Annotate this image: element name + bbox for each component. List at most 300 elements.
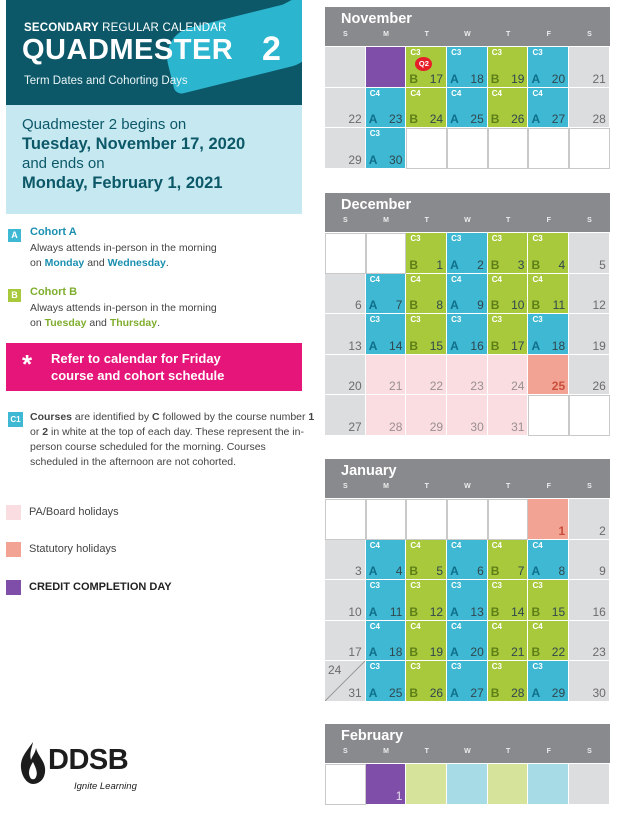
- day-cell: [488, 314, 529, 355]
- credit-label: CREDIT COMPLETION DAY: [29, 581, 172, 593]
- cohort-b-day1: Tuesday: [44, 317, 87, 329]
- cohort-letter: A: [368, 564, 378, 578]
- day-number: 15: [429, 338, 444, 353]
- day-cell: [447, 274, 488, 315]
- day-number: 1: [558, 523, 566, 538]
- course-label: C4: [491, 621, 502, 631]
- cohort-letter: A: [368, 298, 378, 312]
- day-number: 26: [511, 112, 525, 126]
- course-label: C3: [410, 581, 421, 590]
- friday-bold: Friday: [181, 351, 221, 366]
- day-number: 7: [395, 298, 403, 312]
- day-cell: [366, 47, 407, 88]
- day-cell: [406, 499, 447, 540]
- day-cell: [325, 233, 366, 274]
- course-label: C3: [451, 662, 462, 671]
- course-label: C4: [369, 540, 380, 550]
- cohort-letter: B: [531, 257, 541, 272]
- day-number: 27: [348, 419, 362, 434]
- day-cell: [366, 661, 407, 702]
- course-label: C3: [451, 48, 462, 57]
- day-number: 4: [395, 564, 403, 578]
- quadmester-start-badge: Q2: [415, 57, 432, 71]
- day-cell: [325, 395, 366, 436]
- header-title: QUADMESTER: [22, 34, 234, 66]
- cohort-letter: A: [531, 685, 541, 700]
- day-cell: [488, 580, 529, 621]
- day-number: 19: [429, 645, 444, 659]
- course-icon: C1: [8, 412, 23, 427]
- courses-t4: followed by the course number: [159, 411, 309, 423]
- weekday-label: S: [587, 483, 592, 490]
- cohort-letter: A: [368, 685, 378, 700]
- day-cell: [528, 88, 569, 129]
- weekday-label: T: [505, 748, 511, 755]
- ends-label: and ends on: [22, 155, 105, 172]
- day-cell: [528, 580, 569, 621]
- day-cell: [406, 47, 447, 88]
- day-cell: [447, 233, 488, 274]
- asterisk-icon: *: [22, 349, 33, 379]
- calendar-header: [325, 459, 610, 498]
- course-label: C3: [410, 234, 421, 243]
- day-cell: [528, 355, 569, 396]
- course-label: C4: [451, 621, 462, 631]
- day-number: 8: [558, 564, 566, 578]
- course-label: C4: [491, 274, 502, 284]
- cohort-letter: B: [490, 338, 500, 353]
- day-cell: [447, 499, 488, 540]
- course-label: C3: [491, 315, 502, 324]
- cohort-letter: A: [368, 338, 378, 353]
- cohort-letter: B: [409, 71, 419, 86]
- cohort-a-and: and: [87, 257, 105, 269]
- day-cell: [488, 540, 529, 581]
- course-label: C4: [369, 621, 380, 631]
- day-number: 9: [599, 564, 606, 578]
- day-cell: [528, 499, 569, 540]
- day-cell: [528, 233, 569, 274]
- course-label: C4: [451, 274, 462, 284]
- cohort-b-on: on: [30, 317, 42, 329]
- cohort-letter: A: [368, 604, 378, 619]
- day-cell: [447, 128, 488, 169]
- day-number: 14: [389, 338, 403, 353]
- day-number: 28: [511, 685, 525, 700]
- logo-tagline: Ignite Learning: [74, 781, 137, 792]
- day-number: 13: [470, 604, 484, 619]
- day-cell: [325, 355, 366, 396]
- weekday-label: F: [546, 217, 551, 224]
- weekday-label: S: [343, 31, 348, 38]
- day-cell: [569, 314, 610, 355]
- cohort-a-end: .: [165, 257, 169, 269]
- course-label: C3: [451, 315, 462, 324]
- day-cell: [325, 314, 366, 355]
- course-label: C3: [491, 48, 502, 57]
- day-number: 31: [511, 419, 525, 434]
- day-number: 28: [389, 419, 403, 434]
- course-label: C3: [410, 315, 421, 324]
- day-cell: [528, 395, 569, 436]
- day-cell: [488, 233, 529, 274]
- day-number: 17: [511, 338, 525, 353]
- cohort-letter: A: [368, 152, 378, 167]
- cohort-letter: A: [450, 112, 459, 126]
- course-label: C3: [410, 48, 421, 57]
- cohort-letter: B: [409, 604, 419, 619]
- day-cell: [325, 621, 366, 662]
- courses-t6: or: [30, 426, 43, 438]
- weekday-label: T: [505, 31, 511, 38]
- course-label: C3: [369, 315, 380, 324]
- weekday-label: W: [464, 217, 471, 224]
- course-label: C3: [532, 581, 543, 590]
- cohort-a-title: Cohort A: [30, 226, 77, 238]
- weekday-label: S: [587, 748, 592, 755]
- day-number: 18: [551, 338, 566, 353]
- course-label: C3: [532, 662, 543, 671]
- cohort-letter: B: [409, 685, 419, 700]
- weekday-label: F: [546, 31, 551, 38]
- day-cell: [569, 233, 610, 274]
- credit-swatch: [6, 580, 21, 595]
- pa-label: PA/Board holidays: [29, 506, 119, 518]
- weekday-label: W: [464, 748, 471, 755]
- day-number: 27: [551, 112, 566, 126]
- courses-t8: in white at the top of each day. These represent the in-person course scheduled for the morning. Courses scheduled in the afternoon are not cohorted.: [30, 426, 304, 468]
- cohort-letter: B: [490, 298, 500, 312]
- day-number: 23: [592, 645, 606, 659]
- cohort-letter: B: [490, 112, 500, 126]
- day-number-top: 24: [328, 663, 342, 677]
- cohort-letter: B: [531, 298, 541, 312]
- day-number: 20: [348, 379, 362, 393]
- cohort-letter: B: [409, 645, 419, 659]
- day-number: 18: [470, 71, 484, 86]
- cohort-letter: B: [409, 112, 419, 126]
- month-name: December: [341, 197, 412, 213]
- day-number: 11: [389, 604, 403, 619]
- day-number: 23: [470, 379, 484, 393]
- courses-bold: Courses: [30, 411, 73, 423]
- weekday-label: T: [424, 217, 429, 224]
- day-cell: [406, 314, 447, 355]
- day-number: 3: [355, 564, 362, 578]
- weekday-label: T: [505, 483, 511, 490]
- day-number: 26: [592, 379, 606, 393]
- day-number: 21: [592, 71, 606, 86]
- weekday-row: [325, 217, 610, 224]
- course-label: C3: [410, 662, 421, 671]
- weekday-label: T: [424, 31, 429, 38]
- day-cell: [488, 499, 529, 540]
- day-number: 2: [599, 523, 606, 538]
- cohort-b-and: and: [89, 317, 107, 329]
- weekday-label: S: [343, 483, 348, 490]
- quadmester-header: [6, 0, 302, 105]
- day-cell: [325, 274, 366, 315]
- weekday-label: S: [343, 217, 348, 224]
- day-cell: [406, 661, 447, 702]
- weekday-row: [325, 748, 610, 755]
- weekday-label: W: [464, 483, 471, 490]
- supertitle-rest: REGULAR CALENDAR: [102, 22, 227, 34]
- cohort-letter: B: [490, 257, 500, 272]
- weekday-label: T: [505, 217, 511, 224]
- day-cell: [366, 580, 407, 621]
- day-number: 5: [599, 257, 606, 272]
- day-cell: [366, 233, 407, 274]
- course-label: C3: [532, 48, 543, 57]
- day-number: 11: [552, 298, 566, 312]
- course-label: C3: [369, 581, 380, 590]
- day-cell: [366, 621, 407, 662]
- day-cell: [406, 621, 447, 662]
- day-number: 14: [511, 604, 525, 619]
- day-number: 17: [348, 645, 362, 659]
- day-number: 30: [592, 685, 606, 700]
- day-cell: [406, 128, 447, 169]
- course-label: C4: [491, 540, 502, 550]
- day-cell: [569, 47, 610, 88]
- cohort-letter: A: [450, 604, 459, 619]
- cohort-b-description: [30, 301, 290, 331]
- cohort-a-icon: A: [8, 229, 21, 242]
- day-number: 6: [477, 564, 484, 578]
- day-cell: [406, 233, 447, 274]
- friday-notice: [6, 343, 302, 391]
- day-cell: [447, 88, 488, 129]
- day-cell: [569, 540, 610, 581]
- courses-1: 1: [308, 411, 315, 423]
- day-number: 22: [551, 645, 566, 659]
- day-cell: [528, 764, 569, 805]
- day-cell: [406, 395, 447, 436]
- legend-credit-completion: [6, 578, 306, 596]
- course-label: C4: [451, 88, 462, 98]
- day-cell: [406, 355, 447, 396]
- day-cell: [366, 128, 407, 169]
- day-cell: [366, 88, 407, 129]
- cohort-letter: A: [450, 257, 459, 272]
- legend-pa-holidays: [6, 503, 306, 521]
- course-label: C3: [451, 581, 462, 590]
- cohort-letter: B: [531, 645, 541, 659]
- day-number: 8: [436, 298, 444, 312]
- calendar-header: [325, 193, 610, 232]
- flame-icon: [18, 740, 48, 786]
- day-cell: [569, 274, 610, 315]
- cohort-letter: B: [409, 257, 419, 272]
- course-label: C4: [410, 540, 421, 550]
- day-number: 20: [551, 71, 566, 86]
- cohort-letter: A: [531, 564, 541, 578]
- day-cell: [406, 764, 447, 805]
- day-number: 16: [470, 338, 484, 353]
- day-number: 28: [592, 112, 606, 126]
- day-cell: [366, 274, 407, 315]
- course-label: C4: [491, 88, 502, 98]
- day-cell: [528, 47, 569, 88]
- weekday-label: M: [383, 483, 389, 490]
- weekday-label: M: [383, 31, 389, 38]
- cohort-letter: A: [450, 338, 459, 353]
- course-label: C4: [451, 540, 462, 550]
- day-cell: [569, 128, 610, 169]
- day-number: 16: [592, 604, 606, 619]
- header-subtitle: Term Dates and Cohorting Days: [24, 75, 188, 87]
- day-cell: [325, 88, 366, 129]
- month-name: January: [341, 463, 397, 479]
- day-number: 13: [348, 338, 362, 353]
- statutory-label: Statutory holidays: [29, 543, 117, 555]
- day-number: 12: [592, 298, 606, 312]
- day-cell: [488, 395, 529, 436]
- course-label: C4: [532, 274, 543, 284]
- day-cell: [569, 88, 610, 129]
- day-number: 24: [511, 379, 525, 393]
- day-cell: [488, 764, 529, 805]
- day-cell: [569, 621, 610, 662]
- day-number: 4: [558, 257, 566, 272]
- day-cell: [488, 355, 529, 396]
- courses-description: [30, 410, 315, 470]
- day-cell: [528, 274, 569, 315]
- day-cell: [528, 540, 569, 581]
- day-cell: [488, 128, 529, 169]
- course-label: C3: [369, 129, 380, 138]
- day-cell: [447, 661, 488, 702]
- day-cell: [488, 274, 529, 315]
- statutory-swatch: [6, 542, 21, 557]
- weekday-label: T: [424, 483, 429, 490]
- day-cell: [325, 764, 366, 805]
- weekday-label: S: [587, 217, 592, 224]
- day-number: 29: [348, 152, 362, 167]
- calendar-grid: [325, 46, 610, 169]
- day-cell: [447, 621, 488, 662]
- day-cell: [406, 88, 447, 129]
- weekday-label: S: [587, 31, 592, 38]
- day-number: 9: [477, 298, 484, 312]
- cohort-letter: A: [368, 112, 378, 126]
- cohort-a-day1: Monday: [44, 257, 85, 269]
- course-label: C3: [491, 581, 502, 590]
- day-number: 19: [592, 338, 606, 353]
- weekday-row: [325, 483, 610, 490]
- day-number: 24: [429, 112, 444, 126]
- day-number: 30: [389, 152, 403, 167]
- day-number: 26: [429, 685, 444, 700]
- cohort-letter: A: [368, 645, 378, 659]
- cohort-letter: A: [531, 112, 541, 126]
- day-cell: [447, 764, 488, 805]
- calendar-grid: [325, 498, 610, 702]
- month-name: February: [341, 728, 404, 744]
- calendar-grid: [325, 232, 610, 436]
- day-number: 30: [470, 419, 484, 434]
- day-cell: [366, 355, 407, 396]
- courses-2: 2: [42, 426, 49, 438]
- header-number: 2: [262, 30, 281, 68]
- day-cell: [325, 661, 366, 702]
- day-cell: [366, 314, 407, 355]
- day-number: 25: [389, 685, 403, 700]
- friday-notice-text: [51, 350, 224, 384]
- cohort-letter: B: [409, 338, 419, 353]
- month-name: November: [341, 11, 412, 27]
- cohort-letter: B: [409, 298, 419, 312]
- ddsb-logo: [18, 738, 158, 798]
- day-number: 25: [551, 379, 566, 393]
- friday-line1: Refer to calendar for: [51, 351, 182, 366]
- day-cell: [528, 621, 569, 662]
- day-cell: [569, 395, 610, 436]
- calendar-november: [325, 7, 610, 169]
- day-cell: [488, 621, 529, 662]
- cohort-letter: B: [490, 685, 500, 700]
- day-number: 20: [470, 645, 484, 659]
- course-label: C4: [369, 274, 380, 284]
- cohort-b-title: Cohort B: [30, 286, 78, 298]
- cohort-b-end: .: [157, 317, 160, 329]
- course-label: C4: [532, 621, 543, 631]
- day-cell: [366, 499, 407, 540]
- cohort-letter: A: [450, 685, 459, 700]
- cohort-letter: A: [450, 298, 459, 312]
- cohort-letter: B: [409, 564, 419, 578]
- day-cell: [406, 274, 447, 315]
- cohort-letter: A: [450, 71, 459, 86]
- calendar-january: [325, 459, 610, 702]
- legend-statutory-holidays: [6, 540, 306, 558]
- course-label: C4: [410, 274, 421, 284]
- day-number: 10: [511, 298, 525, 312]
- weekday-row: [325, 31, 610, 38]
- day-cell: [528, 661, 569, 702]
- day-number: 22: [429, 379, 444, 393]
- courses-c: C: [151, 411, 160, 423]
- calendar-december: [325, 193, 610, 436]
- calendar-header: [325, 724, 610, 763]
- courses-t2: are identified by: [72, 411, 152, 423]
- course-label: C4: [532, 88, 543, 98]
- day-cell: [325, 499, 366, 540]
- day-number: 29: [429, 419, 444, 434]
- course-label: C3: [369, 662, 380, 671]
- day-cell: [366, 764, 407, 805]
- cohort-b-icon: B: [8, 289, 21, 302]
- weekday-label: M: [383, 217, 389, 224]
- day-cell: [366, 540, 407, 581]
- weekday-label: T: [424, 748, 429, 755]
- pa-swatch: [6, 505, 21, 520]
- cohort-letter: B: [490, 71, 500, 86]
- day-cell: [488, 661, 529, 702]
- day-number: 15: [551, 604, 566, 619]
- day-cell: [325, 540, 366, 581]
- day-cell: [447, 47, 488, 88]
- day-number: 27: [470, 685, 484, 700]
- day-cell: [447, 395, 488, 436]
- day-cell: [569, 580, 610, 621]
- day-number: 18: [389, 645, 403, 659]
- day-cell: [366, 395, 407, 436]
- day-cell: [528, 314, 569, 355]
- day-number: 6: [355, 298, 362, 312]
- friday-line2: course and cohort schedule: [51, 368, 225, 383]
